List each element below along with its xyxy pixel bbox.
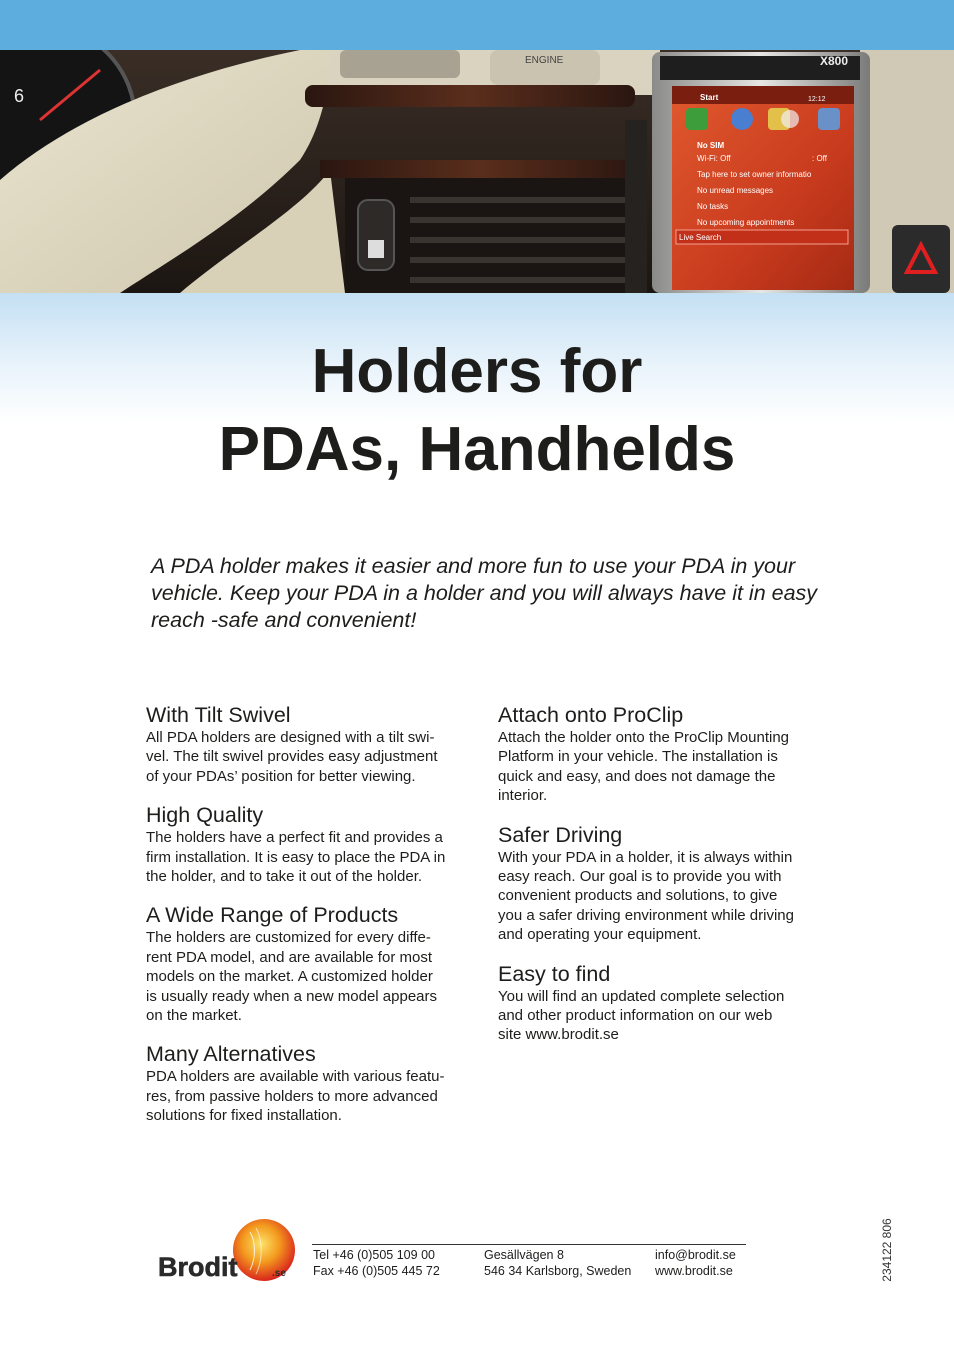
section-heading: High Quality	[146, 803, 264, 828]
section-body	[498, 848, 828, 945]
section-body-line: site www.brodit.se	[498, 1026, 619, 1044]
pda-live-search: Live Search	[679, 233, 722, 242]
section-body-line: and operating your equipment.	[498, 926, 702, 944]
section-body-line: on the market.	[146, 1007, 242, 1025]
section-body-line: convenient products and solutions, to give	[498, 887, 778, 905]
pda-start-label: Start	[700, 93, 719, 102]
section-body	[498, 987, 828, 1045]
pda-clock: 12:12	[808, 96, 826, 103]
pda-item-bluetooth: : Off	[812, 154, 827, 163]
section-body-line: is usually ready when a new model appears	[146, 987, 437, 1005]
section-heading: A Wide Range of Products	[146, 903, 399, 928]
pda-item-appointments: No upcoming appointments	[697, 218, 795, 227]
section-body-line: quick and easy, and does not damage the	[498, 767, 776, 785]
section-body	[146, 828, 476, 886]
section-easy-to-find	[498, 961, 828, 1045]
section-body-line: With your PDA in a holder, it is always within	[498, 848, 793, 866]
section-body-line: the holder, and to take it out of the holder.	[146, 868, 423, 886]
section-body-line: you a safer driving environment while driving	[498, 906, 794, 924]
hero-photo	[0, 50, 954, 293]
section-body-line: of your PDAs’ position for better viewing.	[146, 767, 416, 785]
left-column	[146, 702, 476, 1142]
section-many-alternatives	[146, 1041, 476, 1125]
footer-email[interactable]: info@brodit.se	[655, 1248, 736, 1262]
section-wide-range	[146, 902, 476, 1025]
footer-fax: Fax +46 (0)505 445 72	[313, 1263, 440, 1278]
section-body-line: solutions for fixed installation.	[146, 1107, 342, 1125]
section-body-line: Platform in your vehicle. The installation is	[498, 748, 778, 766]
footer-phone: Tel +46 (0)505 109 00	[313, 1248, 435, 1262]
footer-address-block	[484, 1248, 631, 1279]
document-number: 234122 806	[880, 1218, 894, 1282]
intro-paragraph: A PDA holder makes it easier and more fun to use your PDA in your vehicle. Keep your PDA in a holder and you will always have it in easy reach -safe and convenient!	[151, 554, 818, 632]
page-title	[0, 333, 954, 489]
section-heading: Safer Driving	[498, 822, 623, 847]
section-tilt-swivel	[146, 702, 476, 786]
logo-wordmark: Brodit	[158, 1252, 238, 1282]
section-heading: Easy to find	[498, 961, 611, 986]
section-body-line: You will find an updated complete selection	[498, 987, 785, 1005]
footer-divider	[312, 1244, 746, 1245]
footer-city: 546 34 Karlsborg, Sweden	[484, 1263, 632, 1278]
section-body-line: rent PDA model, and are available for most	[146, 948, 432, 966]
section-body	[146, 928, 476, 1025]
page-title-line-1: Holders for	[311, 337, 643, 406]
section-heading: Many Alternatives	[146, 1042, 316, 1067]
section-body-line: The holders are customized for every diffe-	[146, 929, 431, 947]
section-body-line: res, from passive holders to more advanced	[146, 1087, 438, 1105]
section-body-line: models on the market. A customized holder	[146, 968, 433, 986]
logo-suffix: .se	[272, 1268, 286, 1279]
pda-item-no-sim: No SIM	[697, 141, 725, 150]
section-heading: Attach onto ProClip	[498, 703, 684, 727]
device-model-label: X800	[820, 54, 849, 68]
section-body-line: easy reach. Our goal is to provide you with	[498, 868, 782, 886]
section-body	[498, 728, 828, 806]
top-color-bar	[0, 0, 954, 50]
section-body	[146, 728, 476, 786]
brodit-logo	[156, 1218, 298, 1288]
page-title-line-2: PDAs, Handhelds	[218, 415, 736, 484]
right-column	[498, 702, 828, 1061]
section-body-line: and other product information on our web	[498, 1007, 773, 1025]
footer-phone-block	[313, 1248, 440, 1279]
engine-button-label: ENGINE	[525, 55, 564, 66]
section-body	[146, 1067, 476, 1125]
pda-item-messages: No unread messages	[697, 186, 774, 195]
dashboard-illustration	[0, 50, 954, 293]
section-body-line: PDA holders are available with various featu-	[146, 1068, 445, 1086]
section-body-line: vel. The tilt swivel provides easy adjustment	[146, 748, 438, 766]
pda-item-wifi: Wi-Fi: Off	[697, 154, 731, 163]
section-heading: With Tilt Swivel	[146, 703, 291, 727]
pda-item-tasks: No tasks	[697, 202, 729, 211]
section-high-quality	[146, 802, 476, 886]
footer-contact-block	[655, 1248, 736, 1279]
footer-street: Gesällvägen 8	[484, 1248, 564, 1262]
section-body-line: interior.	[498, 787, 548, 805]
section-body-line: The holders have a perfect fit and provides a	[146, 829, 443, 847]
pda-item-owner: Tap here to set owner informatio	[697, 170, 812, 179]
section-body-line: Attach the holder onto the ProClip Mounting	[498, 729, 790, 746]
section-safer-driving	[498, 822, 828, 945]
section-body-line: All PDA holders are designed with a tilt swi-	[146, 729, 435, 746]
gauge-number: 6	[14, 86, 25, 106]
footer-web[interactable]: www.brodit.se	[655, 1263, 733, 1278]
section-proclip	[498, 702, 828, 806]
section-body-line: firm installation. It is easy to place the PDA in	[146, 848, 446, 866]
